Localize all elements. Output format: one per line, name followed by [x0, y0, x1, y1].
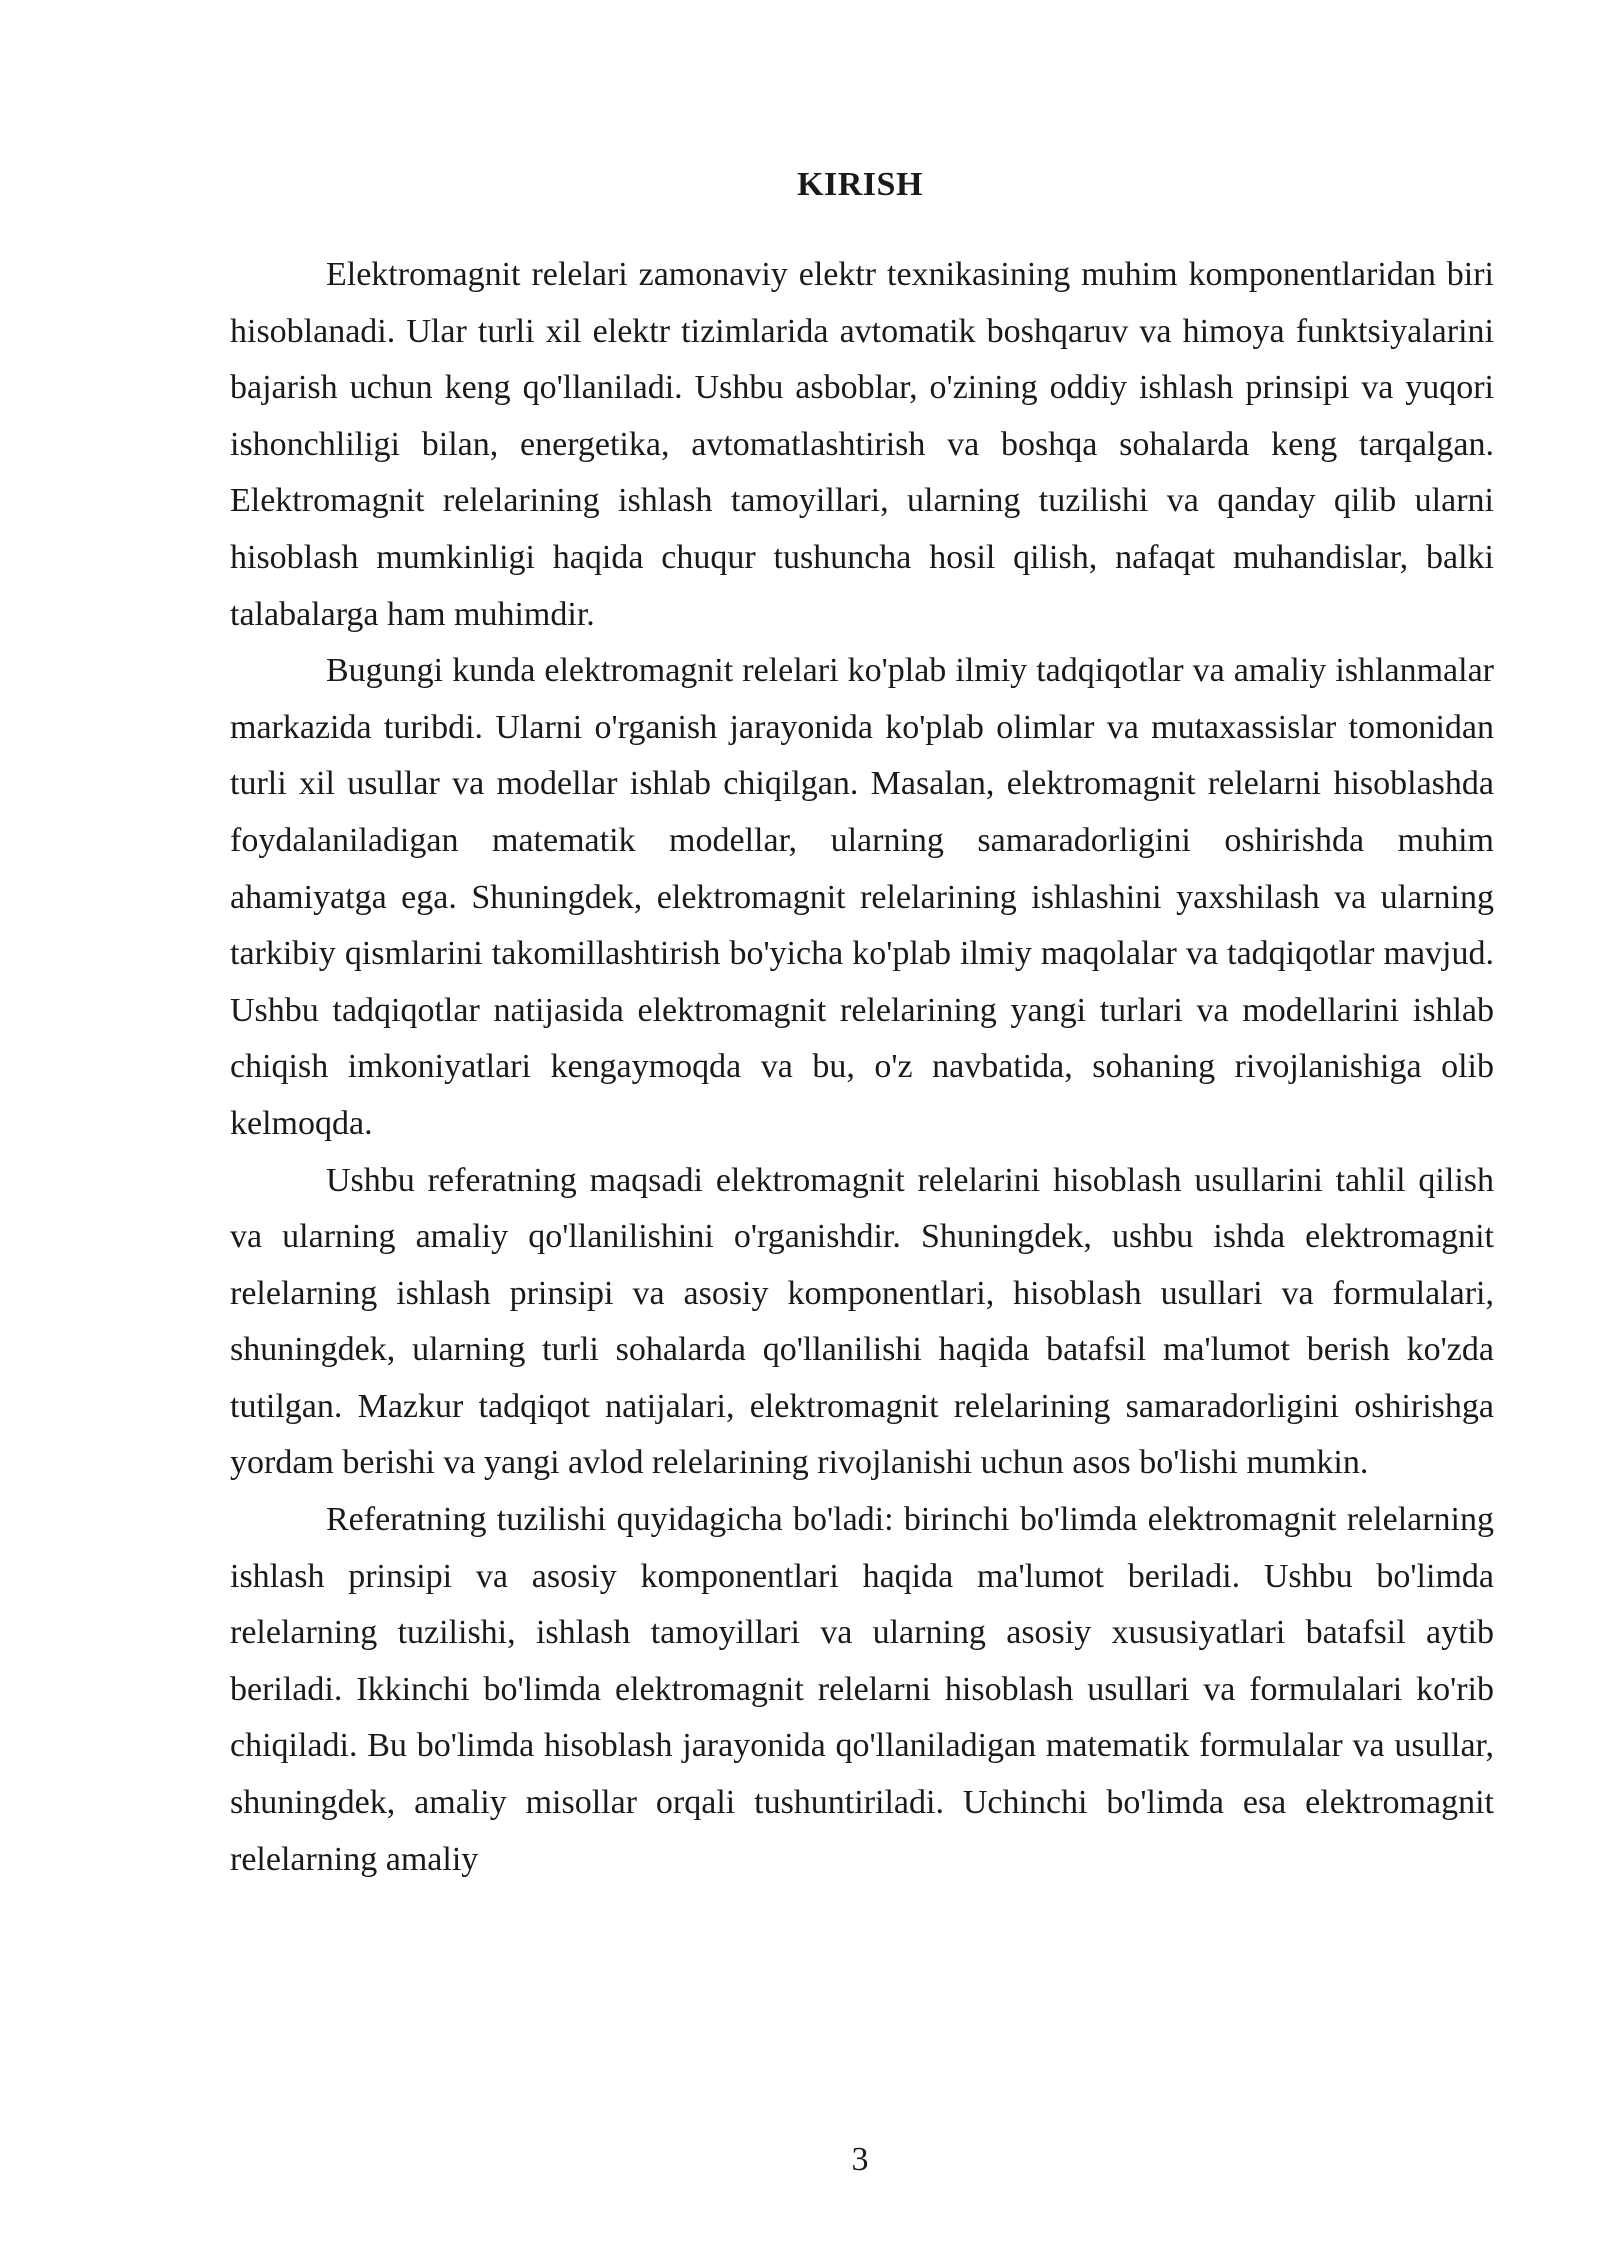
paragraph: Bugungi kunda elektromagnit relelari ko'plab ilmiy tadqiqotlar va amaliy ishlanmalar markazida turibdi. Ularni o'rganish jarayonida ko'plab olimlar va mutaxassislar tomonidan turli xil usullar va modellar ishlab chiqilgan. Masalan, elektromagnit relelarni hisoblashda foydalaniladigan matematik modellar, ularning samaradorligini oshirishda muhim ahamiyatga ega. Shuningdek, elektromagnit relelarining ishlashini yaxshilash va ularning tarkibiy qismlarini takomillashtirish bo'yicha ko'plab ilmiy maqolalar va tadqiqotlar mavjud. Ushbu tadqiqotlar natijasida elektromagnit relelarining yangi turlari va modellarini ishlab chiqish imkoniyatlari kengaymoqda va bu, o'z navbatida, sohaning rivojlanishiga olib kelmoqda.: [230, 652, 1494, 1142]
page-number: 3: [851, 2141, 869, 2178]
body-text: [230, 247, 1494, 1888]
paragraph: Elektromagnit relelari zamonaviy elektr texnikasining muhim komponentlaridan biri hisoblanadi. Ular turli xil elektr tizimlarida avtomatik boshqaruv va himoya funktsiyalarini bajarish uchun keng qo'llaniladi. Ushbu asboblar, o'zining oddiy ishlash prinsipi va yuqori ishonchliligi bilan, energetika, avtomatlashtirish va boshqa sohalarda keng tarqalgan. Elektromagnit relelarining ishlash tamoyillari, ularning tuzilishi va qanday qilib ularni hisoblash mumkinligi haqida chuqur tushuncha hosil qilish, nafaqat muhandislar, balki talabalarga ham muhimdir.: [230, 256, 1494, 633]
paragraph: Ushbu referatning maqsadi elektromagnit relelarini hisoblash usullarini tahlil qilish va ularning amaliy qo'llanilishini o'rganishdir. Shuningdek, ushbu ishda elektromagnit relelarning ishlash prinsipi va asosiy komponentlari, hisoblash usullari va formulalari, shuningdek, ularning turli sohalarda qo'llanilishi haqida batafsil ma'lumot berish ko'zda tutilgan. Mazkur tadqiqot natijalari, elektromagnit relelarining samaradorligini oshirishga yordam berishi va yangi avlod relelarining rivojlanishi uchun asos bo'lishi mumkin.: [230, 1161, 1494, 1482]
paragraph: Referatning tuzilishi quyidagicha bo'ladi: birinchi bo'limda elektromagnit relelarning ishlash prinsipi va asosiy komponentlari haqida ma'lumot beriladi. Ushbu bo'limda relelarning tuzilishi, ishlash tamoyillari va ularning asosiy xususiyatlari batafsil aytib beriladi. Ikkinchi bo'limda elektromagnit relelarni hisoblash usullari va formulalari ko'rib chiqiladi. Bu bo'limda hisoblash jarayonida qo'llaniladigan matematik formulalar va usullar, shuningdek, amaliy misollar orqali tushuntiriladi. Uchinchi bo'limda esa elektromagnit relelarning amaliy: [230, 1501, 1494, 1878]
section-heading: KIRISH: [797, 166, 923, 203]
